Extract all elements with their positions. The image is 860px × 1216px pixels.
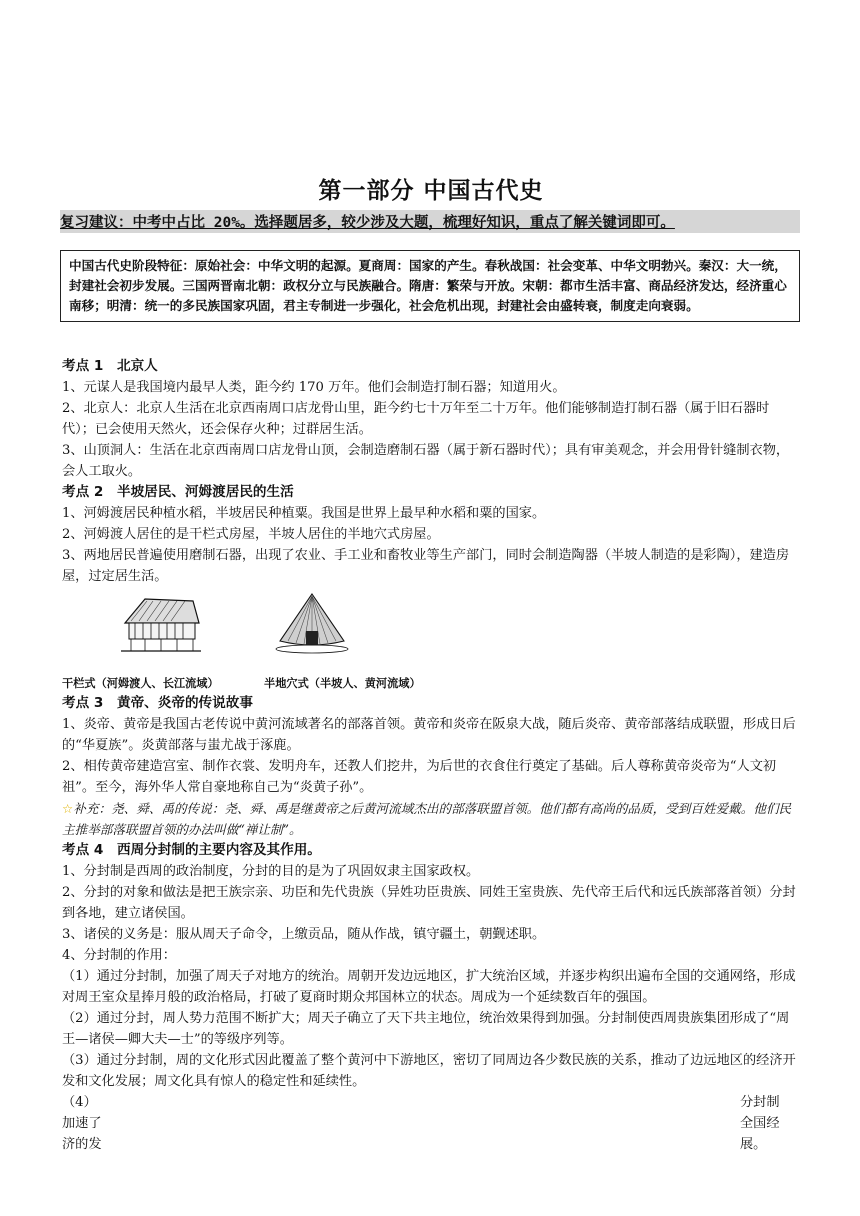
star-icon: ☆ — [62, 801, 74, 816]
left-line: 加速了 — [62, 1116, 102, 1131]
paragraph: 1、分封制是西周的政治制度，分封的目的是为了巩固奴隶主国家政权。 — [62, 864, 480, 879]
section-heading-1: 考点 1 北京人 — [62, 358, 158, 374]
paragraph: 1、炎帝、黄帝是我国古老传说中黄河流域著名的部落首领。黄帝和炎帝在阪泉大战，随后炎帝、黄帝部落结成联盟，形成日后的“华夏族”。炎黄部落与蚩尤战于涿鹿。 — [62, 717, 796, 753]
right-line: 全国经 — [740, 1116, 780, 1131]
right-column — [740, 1092, 800, 1155]
paragraph: （3）通过分封制，周的文化形式因此覆盖了整个黄河中下游地区，密切了同周边各少数民族的关系，推动了边远地区的经济开发和文化发展；周文化具有惊人的稳定性和延续性。 — [62, 1053, 796, 1089]
paragraph: 2、北京人：北京人生活在北京西南周口店龙骨山里，距今约七十万年至二十万年。他们能够制造打制石器（属于旧石器时代）；已会使用天然火，还会保存火种；过群居生活。 — [62, 401, 770, 437]
semi-pit-house-illustration — [272, 591, 352, 661]
paragraph: 4、分封制的作用： — [62, 948, 176, 963]
paragraph: 2、相传黄帝建造宫室、制作衣裳、发明舟车，还教人们挖井，为后世的衣食住行奠定了基础。后人尊称黄帝炎帝为“人文初祖”。至今，海外华人常自豪地称自己为“炎黄子孙”。 — [62, 759, 777, 795]
content — [62, 356, 800, 1155]
supplement-note — [62, 798, 800, 840]
summary-box: 中国古代史阶段特征：原始社会：中华文明的起源。夏商周：国家的产生。春秋战国：社会变革、中华文明勃兴。秦汉：大一统，封建社会初步发展。三国两晋南北朝：政权分立与民族融合。隋唐：繁荣与开放。宋朝：都市生活丰富、商品经济发达，经济重心南移；明清：统一的多民族国家巩固，君主专制进一步强化，社会危机出现，封建社会由盛转衰，制度走向衰弱。 — [60, 250, 800, 322]
page-title: 第一部分 中国古代史 — [318, 178, 544, 204]
right-line: 展。 — [740, 1137, 767, 1152]
paragraph: 3、诸侯的义务是：服从周天子命令，上缴贡品，随从作战，镇守疆土，朝觐述职。 — [62, 927, 546, 942]
caption-semi-pit-house: 半地穴式（半坡人、黄河流域） — [264, 677, 421, 690]
review-advice: 复习建议：中考中占比 20%。选择题居多，较少涉及大题，梳理好知识，重点了解关键词即可。 — [60, 210, 800, 233]
paragraph: （1）通过分封制，加强了周天子对地方的统治。周朝开发边远地区，扩大统治区域，并逐步构织出遍布全国的交通网络，形成对周王室众星捧月般的政治格局，打破了夏商时期众邦国林立的状态。周成为一个延续数百年的强国。 — [62, 969, 796, 1005]
left-line: 济的发 — [62, 1137, 102, 1152]
house-figures — [62, 587, 800, 693]
section-heading-3: 考点 3 黄帝、炎帝的传说故事 — [62, 695, 253, 711]
paragraph: 2、河姆渡人居住的是干栏式房屋，半坡人居住的半地穴式房屋。 — [62, 527, 440, 542]
caption-stilt-house: 干栏式（河姆渡人、长江流域） — [62, 677, 219, 690]
paragraph: 1、河姆渡居民种植水稻，半坡居民种植粟。我国是世界上最早种水稻和粟的国家。 — [62, 506, 546, 521]
section-heading-4: 考点 4 西周分封制的主要内容及其作用。 — [62, 842, 321, 858]
supplement-text: 补充：尧、舜、禹的传说：尧、舜、禹是继黄帝之后黄河流域杰出的部落联盟首领。他们都有高尚的品质，受到百姓爱戴。他们民主推举部落联盟首领的办法叫做“禅让制”。 — [62, 801, 792, 837]
paragraph: 1、元谋人是我国境内最早人类，距今约 170 万年。他们会制造打制石器；知道用火。 — [62, 380, 566, 395]
left-column — [62, 1092, 122, 1155]
paragraph: 3、两地居民普遍使用磨制石器，出现了农业、手工业和畜牧业等生产部门，同时会制造陶器（半坡人制造的是彩陶），建造房屋，过定居生活。 — [62, 548, 790, 584]
split-columns — [62, 1092, 800, 1155]
stilt-house-illustration — [117, 595, 203, 655]
paragraph: 3、山顶洞人：生活在北京西南周口店龙骨山顶，会制造磨制石器（属于新石器时代）；具有审美观念，并会用骨针缝制衣物，会人工取火。 — [62, 443, 790, 479]
left-line: （4） — [62, 1095, 97, 1110]
section-heading-2: 考点 2 半坡居民、河姆渡居民的生活 — [62, 484, 294, 500]
paragraph: （2）通过分封，周人势力范围不断扩大；周天子确立了天下共主地位，统治效果得到加强。分封制使西周贵族集团形成了“周王—诸侯—卿大夫—士”的等级序列等。 — [62, 1011, 790, 1047]
paragraph: 2、分封的对象和做法是把王族宗亲、功臣和先代贵族（异姓功臣贵族、同姓王室贵族、先代帝王后代和远氏族部落首领）分封到各地，建立诸侯国。 — [62, 885, 796, 921]
right-line: 分封制 — [740, 1095, 780, 1110]
